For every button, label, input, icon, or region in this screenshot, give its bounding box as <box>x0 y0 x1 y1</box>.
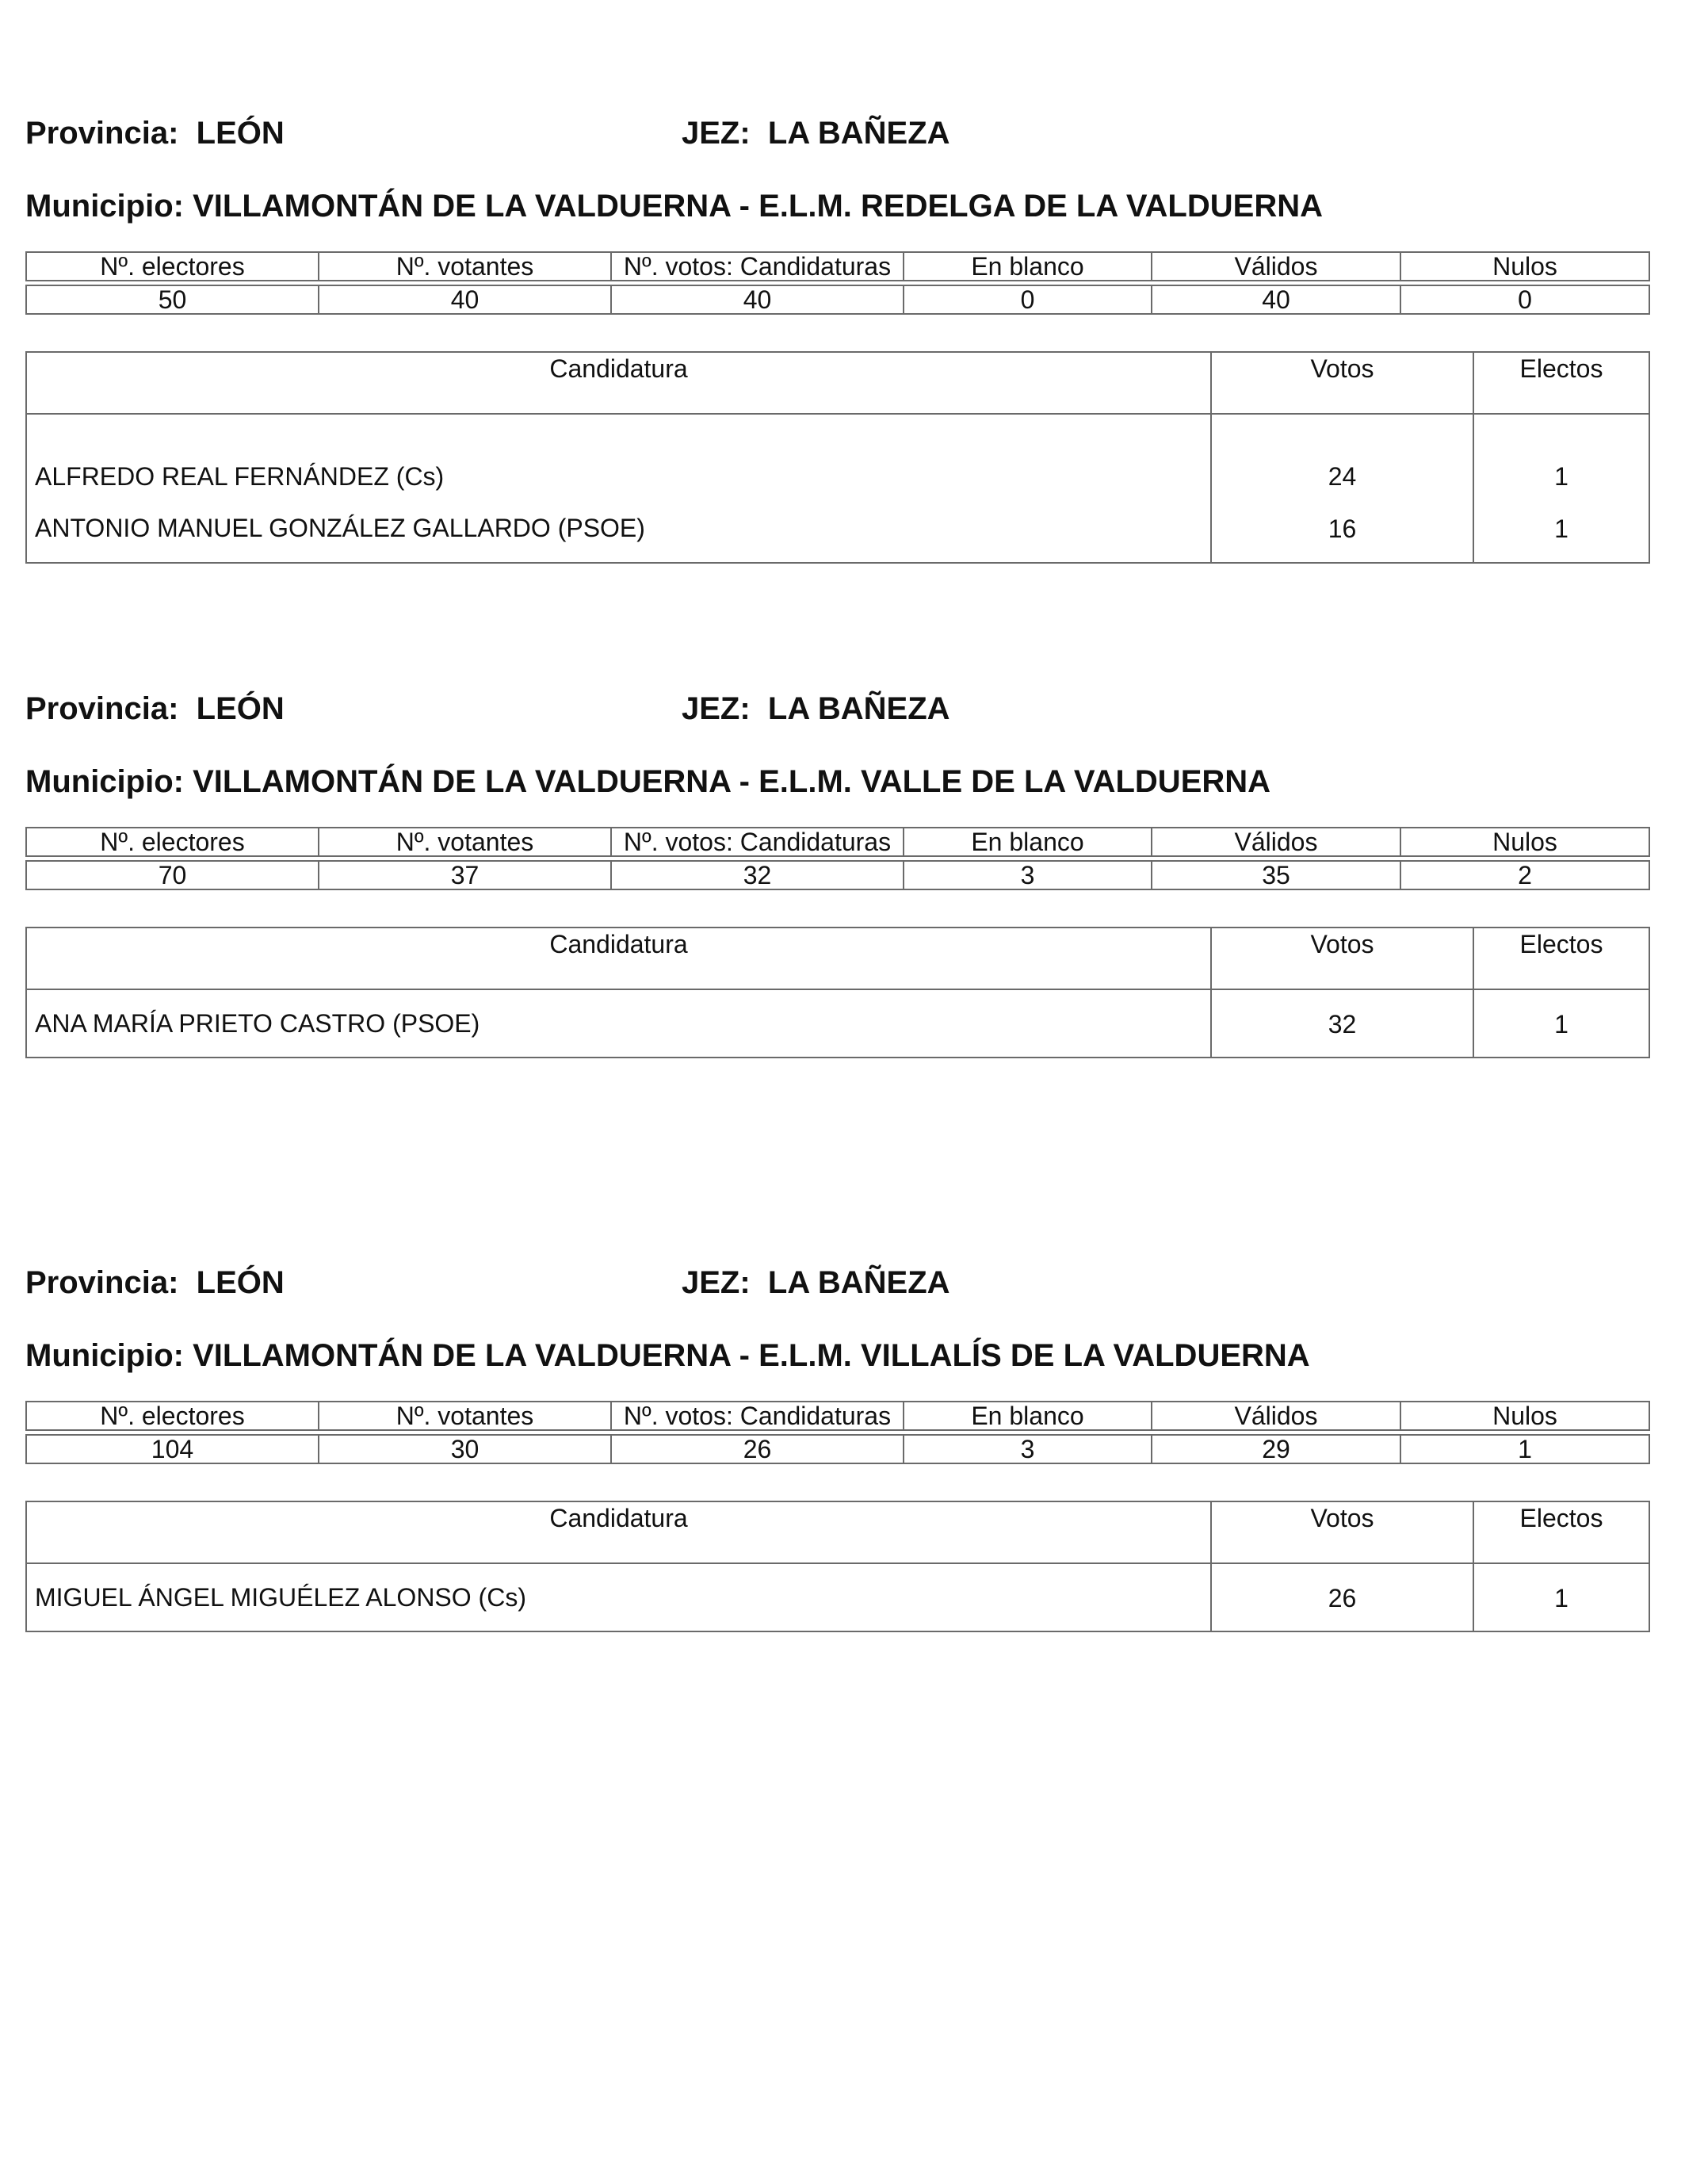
candidate-name: ALFREDO REAL FERNÁNDEZ (Cs) <box>26 414 1211 494</box>
candidate-row <box>26 414 1649 494</box>
province-line <box>25 688 1649 729</box>
candidate-name: ANA MARÍA PRIETO CASTRO (PSOE) <box>26 989 1211 1058</box>
municipio-line <box>25 1335 1649 1376</box>
jez-value: LA BAÑEZA <box>767 691 950 726</box>
provincia-label: Provincia: <box>25 116 179 151</box>
jez-field <box>682 113 950 154</box>
provincia-field <box>25 113 285 154</box>
results-section-villalis <box>25 1262 1649 1632</box>
jez-label: JEZ: <box>682 1265 751 1300</box>
stats-header-en-blanco: En blanco <box>904 828 1152 856</box>
jez-field <box>682 688 950 729</box>
jez-value: LA BAÑEZA <box>767 1265 950 1300</box>
candidates-header-votos: Votos <box>1211 1501 1473 1563</box>
stats-value-votos-candidaturas: 40 <box>611 285 904 314</box>
candidate-electos: 1 <box>1473 494 1649 563</box>
stats-header-nulos: Nulos <box>1400 252 1649 281</box>
candidate-votos: 32 <box>1211 989 1473 1058</box>
jez-label: JEZ: <box>682 116 751 151</box>
stats-value-nulos: 1 <box>1400 1435 1649 1463</box>
stats-header-votantes: Nº. votantes <box>319 252 611 281</box>
candidate-votos: 26 <box>1211 1563 1473 1631</box>
candidate-row <box>26 989 1649 1058</box>
candidate-electos: 1 <box>1473 414 1649 494</box>
jez-field <box>682 1262 950 1303</box>
stats-header-validos: Válidos <box>1152 252 1400 281</box>
candidates-header-electos: Electos <box>1473 928 1649 989</box>
results-section-redelga <box>25 113 1649 564</box>
stats-value-row <box>26 861 1649 889</box>
stats-header-nulos: Nulos <box>1400 828 1649 856</box>
stats-value-electores: 50 <box>26 285 319 314</box>
candidate-votos: 24 <box>1211 414 1473 494</box>
stats-value-votos-candidaturas: 32 <box>611 861 904 889</box>
candidates-header-row <box>26 352 1649 414</box>
candidates-header-electos: Electos <box>1473 352 1649 414</box>
jez-label: JEZ: <box>682 691 751 726</box>
provincia-value: LEÓN <box>196 116 285 151</box>
stats-header-row <box>26 828 1649 856</box>
candidate-electos: 1 <box>1473 989 1649 1058</box>
stats-header-votos-candidaturas: Nº. votos: Candidaturas <box>611 1402 904 1430</box>
stats-value-votantes: 40 <box>319 285 611 314</box>
municipio-label: Municipio: <box>25 764 184 799</box>
stats-header-votantes: Nº. votantes <box>319 828 611 856</box>
stats-value-validos: 35 <box>1152 861 1400 889</box>
stats-value-row <box>26 285 1649 314</box>
stats-value-votos-candidaturas: 26 <box>611 1435 904 1463</box>
stats-header-electores: Nº. electores <box>26 828 319 856</box>
stats-header-en-blanco: En blanco <box>904 252 1152 281</box>
candidates-header-electos: Electos <box>1473 1501 1649 1563</box>
provincia-value: LEÓN <box>196 1265 285 1300</box>
stats-value-votantes: 37 <box>319 861 611 889</box>
candidate-name: MIGUEL ÁNGEL MIGUÉLEZ ALONSO (Cs) <box>26 1563 1211 1631</box>
stats-header-row <box>26 252 1649 281</box>
stats-value-row <box>26 1435 1649 1463</box>
municipio-label: Municipio: <box>25 1338 184 1373</box>
candidates-header-votos: Votos <box>1211 928 1473 989</box>
candidates-header-candidatura: Candidatura <box>26 1501 1211 1563</box>
stats-header-votos-candidaturas: Nº. votos: Candidaturas <box>611 252 904 281</box>
stats-value-electores: 104 <box>26 1435 319 1463</box>
stats-header-validos: Válidos <box>1152 828 1400 856</box>
stats-header-electores: Nº. electores <box>26 252 319 281</box>
stats-value-validos: 40 <box>1152 285 1400 314</box>
stats-value-nulos: 2 <box>1400 861 1649 889</box>
municipio-value: VILLAMONTÁN DE LA VALDUERNA - E.L.M. VALLE DE LA VALDUERNA <box>193 764 1271 799</box>
provincia-value: LEÓN <box>196 691 285 726</box>
candidates-header-row <box>26 928 1649 989</box>
stats-value-votantes: 30 <box>319 1435 611 1463</box>
municipio-label: Municipio: <box>25 189 184 224</box>
candidates-table <box>25 927 1650 1058</box>
stats-table <box>25 827 1650 890</box>
candidate-name: ANTONIO MANUEL GONZÁLEZ GALLARDO (PSOE) <box>26 494 1211 563</box>
stats-value-en-blanco: 3 <box>904 861 1152 889</box>
municipio-value: VILLAMONTÁN DE LA VALDUERNA - E.L.M. VILLALÍS DE LA VALDUERNA <box>193 1338 1310 1373</box>
candidate-row <box>26 1563 1649 1631</box>
stats-header-nulos: Nulos <box>1400 1402 1649 1430</box>
candidates-header-votos: Votos <box>1211 352 1473 414</box>
stats-value-en-blanco: 3 <box>904 1435 1152 1463</box>
province-line <box>25 1262 1649 1303</box>
stats-header-electores: Nº. electores <box>26 1402 319 1430</box>
candidates-header-row <box>26 1501 1649 1563</box>
candidate-electos: 1 <box>1473 1563 1649 1631</box>
stats-value-validos: 29 <box>1152 1435 1400 1463</box>
results-section-valle <box>25 688 1649 1058</box>
municipio-value: VILLAMONTÁN DE LA VALDUERNA - E.L.M. REDELGA DE LA VALDUERNA <box>193 189 1323 224</box>
stats-header-validos: Válidos <box>1152 1402 1400 1430</box>
stats-header-votantes: Nº. votantes <box>319 1402 611 1430</box>
municipio-line <box>25 186 1649 227</box>
candidates-table <box>25 351 1650 564</box>
stats-header-row <box>26 1402 1649 1430</box>
candidate-row <box>26 494 1649 563</box>
provincia-field <box>25 1262 285 1303</box>
stats-value-electores: 70 <box>26 861 319 889</box>
candidates-header-candidatura: Candidatura <box>26 352 1211 414</box>
candidates-table <box>25 1501 1650 1632</box>
provincia-field <box>25 688 285 729</box>
stats-value-en-blanco: 0 <box>904 285 1152 314</box>
province-line <box>25 113 1649 154</box>
municipio-line <box>25 761 1649 802</box>
stats-header-votos-candidaturas: Nº. votos: Candidaturas <box>611 828 904 856</box>
stats-header-en-blanco: En blanco <box>904 1402 1152 1430</box>
jez-value: LA BAÑEZA <box>767 116 950 151</box>
candidates-header-candidatura: Candidatura <box>26 928 1211 989</box>
provincia-label: Provincia: <box>25 691 179 726</box>
stats-value-nulos: 0 <box>1400 285 1649 314</box>
stats-table <box>25 1401 1650 1464</box>
provincia-label: Provincia: <box>25 1265 179 1300</box>
candidate-votos: 16 <box>1211 494 1473 563</box>
stats-table <box>25 251 1650 315</box>
